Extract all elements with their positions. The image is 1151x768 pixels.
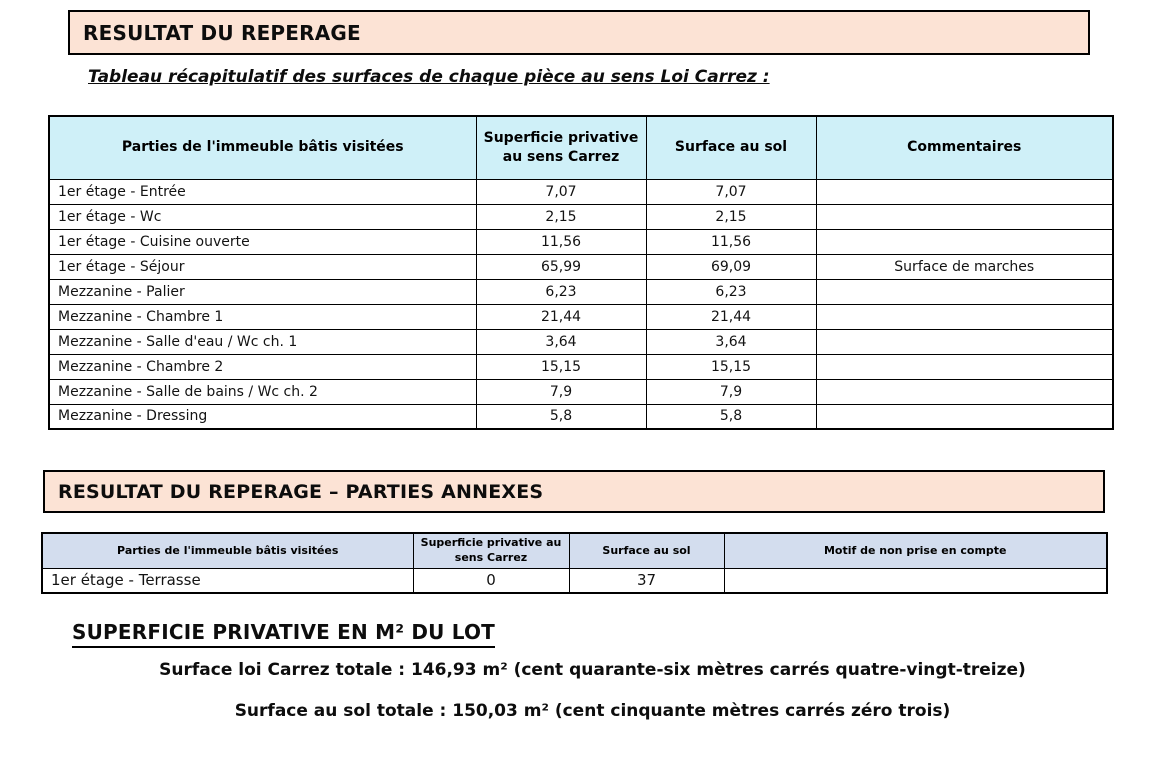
value-cell: 0: [413, 568, 569, 593]
column-header: Surface au sol: [569, 533, 724, 568]
table-row: [42, 568, 1107, 593]
value-cell: 6,23: [646, 279, 816, 304]
column-header: Surface au sol: [646, 116, 816, 179]
value-cell: Surface de marches: [816, 254, 1113, 279]
column-header: Parties de l'immeuble bâtis visitées: [49, 116, 476, 179]
table-row: [49, 204, 1113, 229]
table-row: [49, 379, 1113, 404]
value-cell: 7,9: [646, 379, 816, 404]
value-cell: [816, 379, 1113, 404]
section1-title: RESULTAT DU REPERAGE: [83, 20, 361, 45]
value-cell: 21,44: [476, 304, 646, 329]
header-row: [49, 116, 1113, 179]
room-name-cell: Mezzanine - Salle de bains / Wc ch. 2: [49, 379, 476, 404]
room-name-cell: Mezzanine - Chambre 2: [49, 354, 476, 379]
value-cell: [816, 279, 1113, 304]
floor-total-line: Surface au sol totale : 150,03 m² (cent cinquante mètres carrés zéro trois): [234, 701, 951, 721]
value-cell: 7,07: [476, 179, 646, 204]
value-cell: 15,15: [476, 354, 646, 379]
room-name-cell: Mezzanine - Chambre 1: [49, 304, 476, 329]
table-row: [49, 404, 1113, 429]
value-cell: 3,64: [476, 329, 646, 354]
value-cell: 6,23: [476, 279, 646, 304]
value-cell: 15,15: [646, 354, 816, 379]
room-name-cell: 1er étage - Wc: [49, 204, 476, 229]
table-row: [49, 254, 1113, 279]
value-cell: [816, 179, 1113, 204]
section2-title-banner: [43, 470, 1105, 513]
room-name-cell: 1er étage - Séjour: [49, 254, 476, 279]
column-header: Superficie privative au sens Carrez: [476, 116, 646, 179]
room-name-cell: 1er étage - Entrée: [49, 179, 476, 204]
table-row: [49, 179, 1113, 204]
value-cell: [816, 354, 1113, 379]
header-row: [42, 533, 1107, 568]
section2-title: RESULTAT DU REPERAGE – PARTIES ANNEXES: [58, 480, 544, 503]
room-name-cell: Mezzanine - Palier: [49, 279, 476, 304]
value-cell: [816, 304, 1113, 329]
column-header: Superficie privative au sens Carrez: [413, 533, 569, 568]
value-cell: [816, 404, 1113, 429]
column-header: Commentaires: [816, 116, 1113, 179]
room-name-cell: Mezzanine - Dressing: [49, 404, 476, 429]
value-cell: [724, 568, 1107, 593]
column-header: Motif de non prise en compte: [724, 533, 1107, 568]
carrez-total-line: Surface loi Carrez totale : 146,93 m² (cent quarante-six mètres carrés quatre-vingt-treize): [159, 660, 1026, 680]
totals-heading: SUPERFICIE PRIVATIVE EN M² DU LOT: [72, 620, 495, 648]
room-name-cell: 1er étage - Terrasse: [42, 568, 413, 593]
table-row: [49, 304, 1113, 329]
table-row: [49, 354, 1113, 379]
value-cell: [816, 329, 1113, 354]
parties-annexes-table: [41, 532, 1108, 594]
table-row: [49, 229, 1113, 254]
table-row: [49, 279, 1113, 304]
value-cell: [816, 229, 1113, 254]
value-cell: 11,56: [476, 229, 646, 254]
value-cell: 7,07: [646, 179, 816, 204]
value-cell: 21,44: [646, 304, 816, 329]
value-cell: 7,9: [476, 379, 646, 404]
value-cell: 2,15: [646, 204, 816, 229]
column-header: Parties de l'immeuble bâtis visitées: [42, 533, 413, 568]
section1-title-banner: [68, 10, 1090, 55]
room-name-cell: Mezzanine - Salle d'eau / Wc ch. 1: [49, 329, 476, 354]
value-cell: [816, 204, 1113, 229]
room-name-cell: 1er étage - Cuisine ouverte: [49, 229, 476, 254]
value-cell: 37: [569, 568, 724, 593]
surfaces-carrez-table: [48, 115, 1114, 430]
value-cell: 11,56: [646, 229, 816, 254]
value-cell: 69,09: [646, 254, 816, 279]
value-cell: 5,8: [476, 404, 646, 429]
value-cell: 3,64: [646, 329, 816, 354]
value-cell: 2,15: [476, 204, 646, 229]
table-row: [49, 329, 1113, 354]
value-cell: 65,99: [476, 254, 646, 279]
section1-subtitle: Tableau récapitulatif des surfaces de chaque pièce au sens Loi Carrez :: [88, 67, 770, 87]
value-cell: 5,8: [646, 404, 816, 429]
